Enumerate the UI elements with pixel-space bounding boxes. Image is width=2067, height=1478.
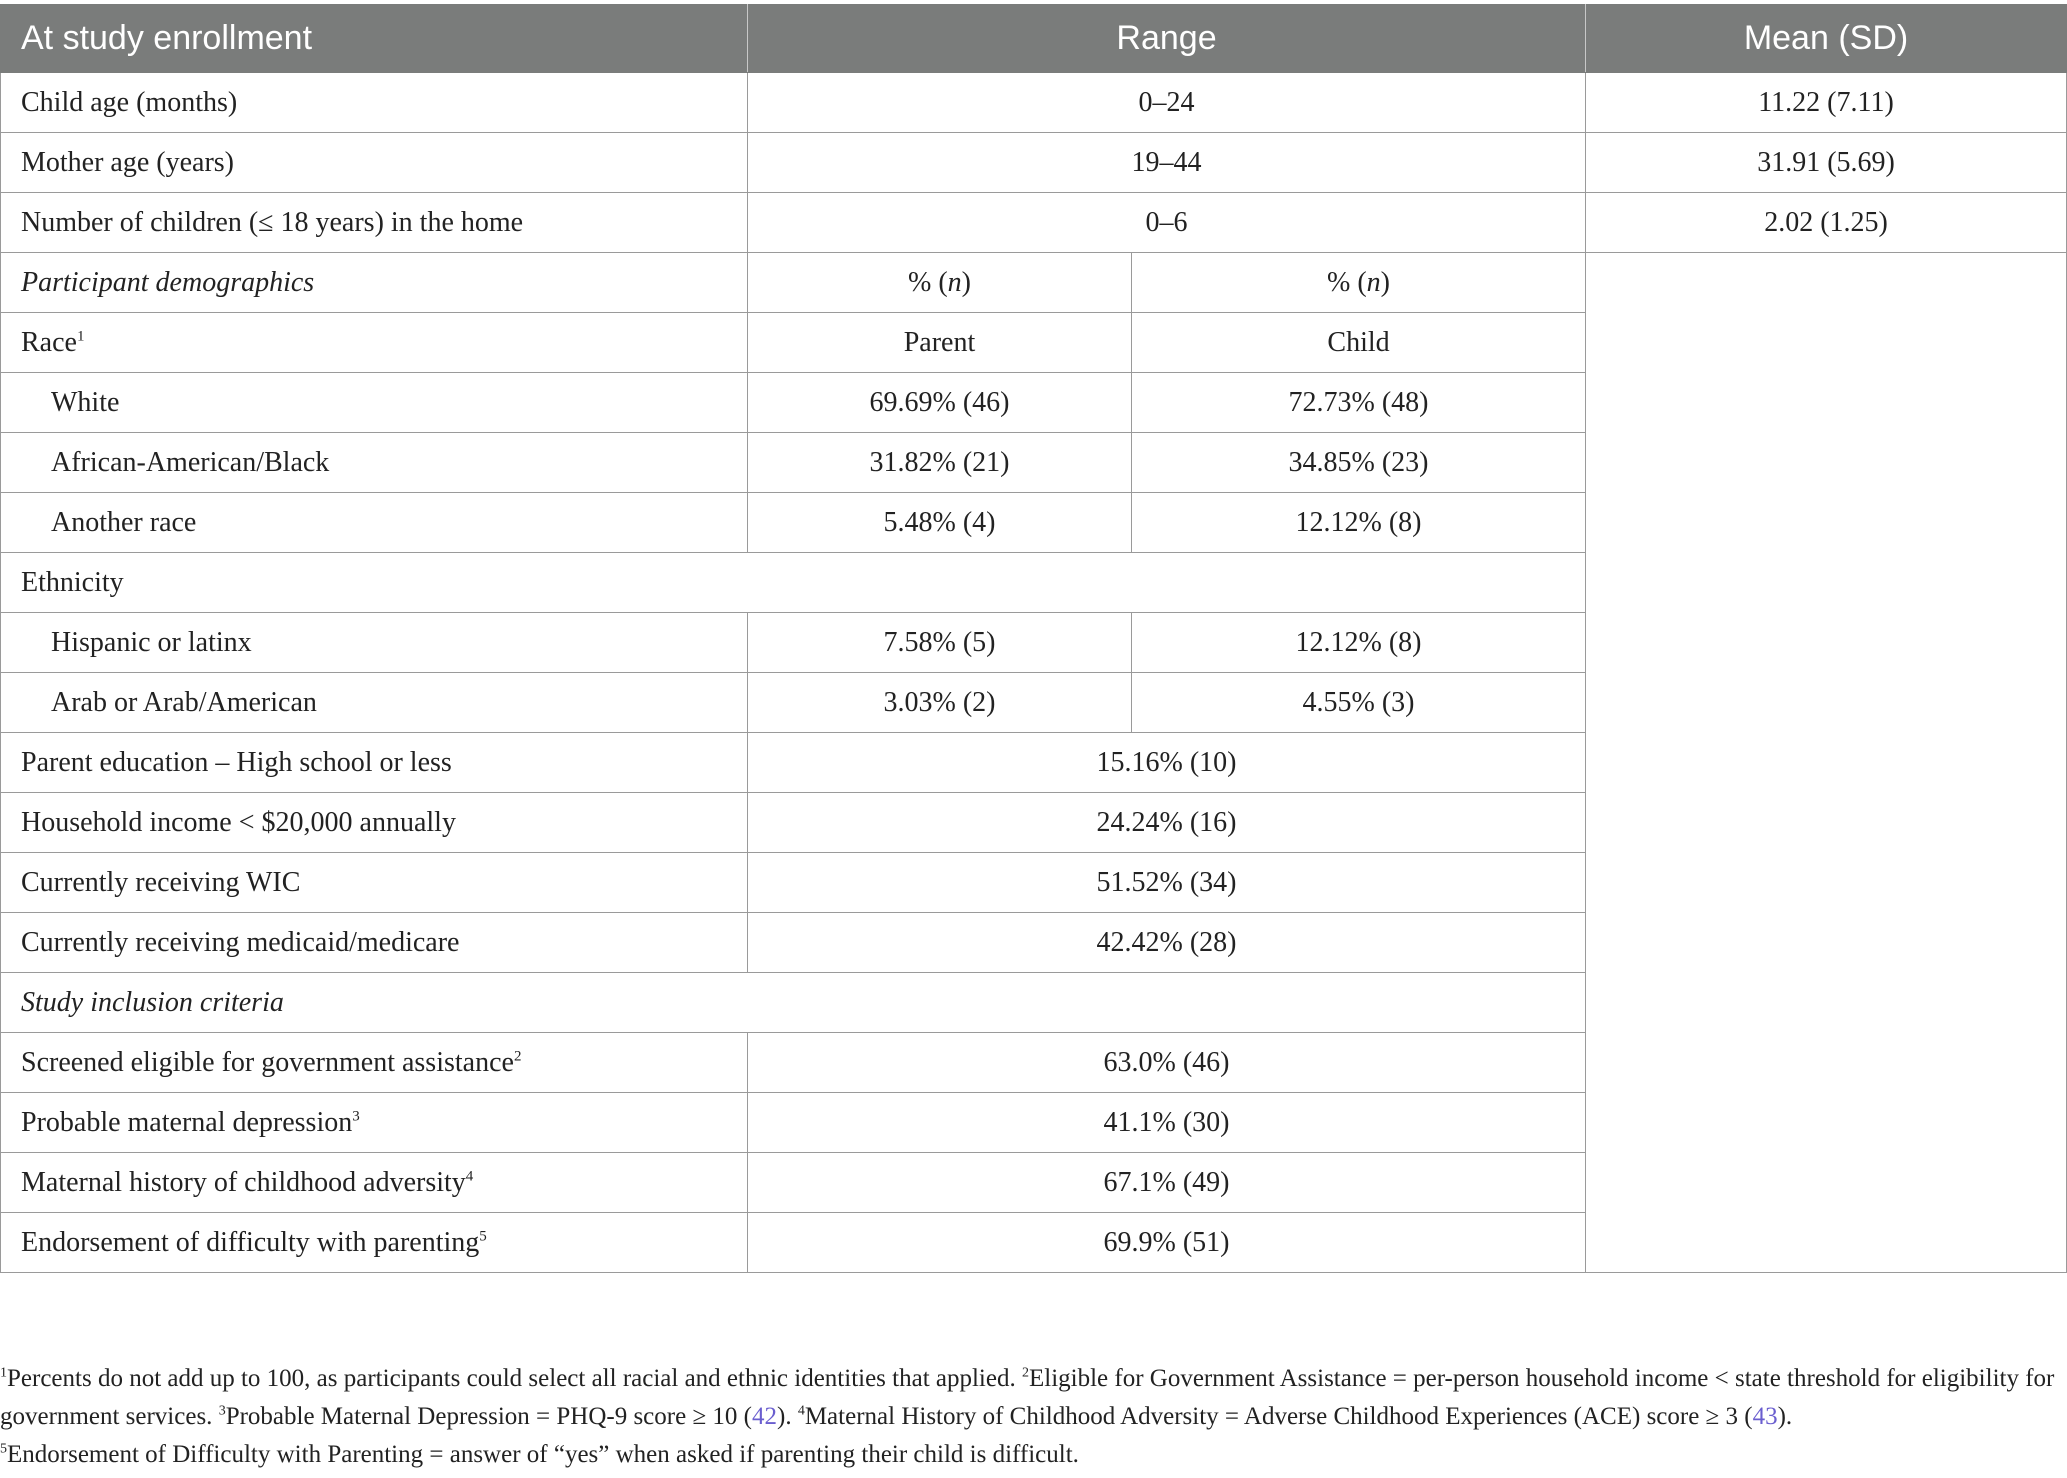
footnote-marker: 3 (352, 1108, 360, 1125)
col-head-percent-n (1132, 253, 1586, 313)
range-cell: 0–6 (748, 193, 1586, 253)
child-cell: 4.55% (3) (1132, 673, 1586, 733)
empty-mean-column (1586, 253, 2067, 1273)
section-row-demographics (1, 253, 2067, 313)
value-cell: 41.1% (30) (748, 1093, 1586, 1153)
mean-cell: 31.91 (5.69) (1586, 133, 2067, 193)
row-label: Number of children (≤ 18 years) in the home (1, 193, 748, 253)
header-range: Range (748, 5, 1586, 73)
ethnicity-label: Ethnicity (1, 553, 1586, 613)
footnote-marker: 5 (0, 1441, 7, 1457)
footnote-marker: 4 (797, 1403, 805, 1419)
child-head: Child (1132, 313, 1586, 373)
row-label (1, 1213, 748, 1273)
table-row (1, 73, 2067, 133)
reference-link-43[interactable]: 43 (1752, 1403, 1778, 1430)
parent-cell: 69.69% (46) (748, 373, 1132, 433)
footnote-marker: 2 (1021, 1365, 1029, 1381)
row-label: Currently receiving medicaid/medicare (1, 913, 748, 973)
footnote-3-end: ). (777, 1403, 798, 1430)
parent-cell: 7.58% (5) (748, 613, 1132, 673)
row-label: Currently receiving WIC (1, 853, 748, 913)
row-label-text: Screened eligible for government assistance (21, 1046, 514, 1078)
parent-cell: 31.82% (21) (748, 433, 1132, 493)
row-label (1, 1153, 748, 1213)
percent-n-label: % (n) (1327, 266, 1390, 298)
row-label-text: Probable maternal depression (21, 1106, 353, 1138)
table-header-row (1, 5, 2067, 73)
footnote-marker: 5 (479, 1228, 487, 1245)
range-cell: 0–24 (748, 73, 1586, 133)
col-head-percent-n (748, 253, 1132, 313)
row-label (1, 1033, 748, 1093)
parent-cell: 5.48% (4) (748, 493, 1132, 553)
row-label: Household income < $20,000 annually (1, 793, 748, 853)
child-cell: 12.12% (8) (1132, 613, 1586, 673)
header-at-study-enrollment: At study enrollment (1, 5, 748, 73)
row-label: Hispanic or latinx (1, 613, 748, 673)
table-row (1, 193, 2067, 253)
footnote-2: Eligible for Government Assistance = per-person household income < state threshold for eligibility for government services. (0, 1365, 2055, 1430)
range-cell: 19–44 (748, 133, 1586, 193)
footnote-marker: 4 (465, 1168, 474, 1185)
child-cell: 12.12% (8) (1132, 493, 1586, 553)
child-cell: 72.73% (48) (1132, 373, 1586, 433)
row-label-text: Maternal history of childhood adversity (21, 1166, 466, 1198)
value-cell: 67.1% (49) (748, 1153, 1586, 1213)
enrollment-table (0, 4, 2067, 1273)
footnote-4-end: ). (1777, 1403, 1793, 1430)
value-cell: 15.16% (10) (748, 733, 1586, 793)
reference-link-42[interactable]: 42 (752, 1403, 777, 1430)
parent-head: Parent (748, 313, 1132, 373)
row-label (1, 1093, 748, 1153)
row-label: Parent education – High school or less (1, 733, 748, 793)
footnote-5: Endorsement of Difficulty with Parenting = answer of “yes” when asked if parenting their child is difficult. (7, 1441, 1079, 1468)
race-label-text: Race (21, 326, 77, 358)
footnote-marker: 3 (218, 1403, 226, 1419)
percent-n-label: % (n) (908, 266, 971, 298)
footnote-marker: 2 (513, 1048, 522, 1065)
table-row (1, 133, 2067, 193)
mean-cell: 2.02 (1.25) (1586, 193, 2067, 253)
value-cell: 24.24% (16) (748, 793, 1586, 853)
row-label: Child age (months) (1, 73, 748, 133)
mean-cell: 11.22 (7.11) (1586, 73, 2067, 133)
footnote-3: Probable Maternal Depression = PHQ-9 score ≥ 10 ( (225, 1403, 752, 1430)
value-cell: 69.9% (51) (748, 1213, 1586, 1273)
header-mean-sd: Mean (SD) (1586, 5, 2067, 73)
section-label-demographics: Participant demographics (1, 253, 748, 313)
row-label: African-American/Black (1, 433, 748, 493)
row-label: Mother age (years) (1, 133, 748, 193)
section-label-inclusion: Study inclusion criteria (1, 973, 1586, 1033)
row-label: Arab or Arab/American (1, 673, 748, 733)
row-label-text: Endorsement of difficulty with parenting (21, 1226, 480, 1258)
value-cell: 42.42% (28) (748, 913, 1586, 973)
footnote-marker: 1 (76, 328, 85, 345)
race-label (1, 313, 748, 373)
footnote-4: Maternal History of Childhood Adversity = Adverse Childhood Experiences (ACE) score ≥ 3 ( (804, 1403, 1753, 1430)
child-cell: 34.85% (23) (1132, 433, 1586, 493)
table-footnotes (0, 1360, 2060, 1474)
footnote-marker: 1 (0, 1365, 7, 1381)
value-cell: 63.0% (46) (748, 1033, 1586, 1093)
row-label: Another race (1, 493, 748, 553)
value-cell: 51.52% (34) (748, 853, 1586, 913)
footnote-1: Percents do not add up to 100, as participants could select all racial and ethnic identities that applied. (7, 1365, 1022, 1392)
parent-cell: 3.03% (2) (748, 673, 1132, 733)
row-label: White (1, 373, 748, 433)
